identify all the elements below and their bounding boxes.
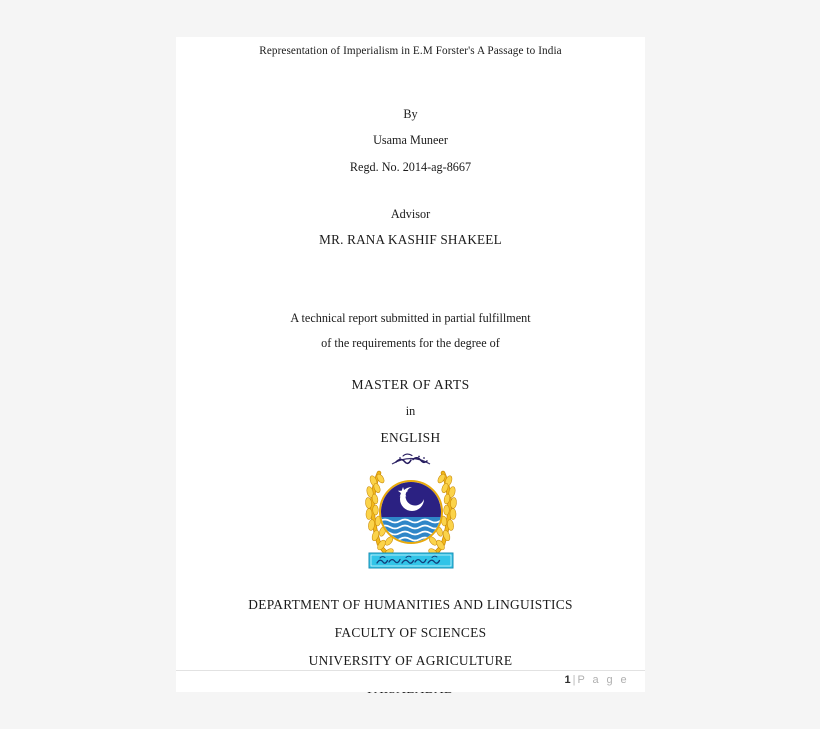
crest-motto-script (392, 454, 430, 464)
page-number-indicator (565, 674, 629, 686)
page-footer (176, 670, 645, 692)
university-crest-icon (357, 451, 465, 573)
registration-number: Regd. No. 2014-ag-8667 (349, 159, 472, 174)
crest-sky (380, 481, 442, 517)
advisor-name: MR. RANA KASHIF SHAKEEL (319, 232, 502, 248)
submission-statement-line-1: A technical report submitted in partial fulfillment (290, 310, 531, 325)
degree-subject: ENGLISH (380, 430, 441, 446)
document-title: Representation of Imperialism in E.M Forster's A Passage to India (259, 45, 562, 57)
footer-page-word: P a g e (577, 674, 629, 686)
spacer (176, 296, 645, 310)
spacer (176, 176, 645, 206)
advisor-label: Advisor (390, 206, 431, 221)
author-name: Usama Muneer (373, 133, 448, 148)
footer-page-number: 1 (564, 674, 571, 686)
document-page (176, 37, 645, 692)
spacer (176, 573, 645, 595)
spacer (176, 353, 645, 375)
faculty-name: FACULTY OF SCIENCES (334, 625, 487, 641)
spacer (176, 60, 645, 106)
department-name: DEPARTMENT OF HUMANITIES AND LINGUISTICS (248, 597, 573, 613)
university-name: UNIVERSITY OF AGRICULTURE (308, 653, 513, 669)
degree-connector: in (405, 403, 416, 418)
degree-name: MASTER OF ARTS (351, 376, 470, 392)
spacer (176, 250, 645, 296)
crest-banner (369, 553, 453, 568)
footer-separator: | (572, 674, 576, 686)
crest-container (176, 451, 645, 573)
footer-divider (176, 670, 645, 671)
submission-statement-line-2: of the requirements for the degree of (321, 336, 500, 351)
title-page-content (176, 37, 645, 698)
by-label: By (403, 106, 418, 121)
crest-disc (380, 481, 442, 544)
